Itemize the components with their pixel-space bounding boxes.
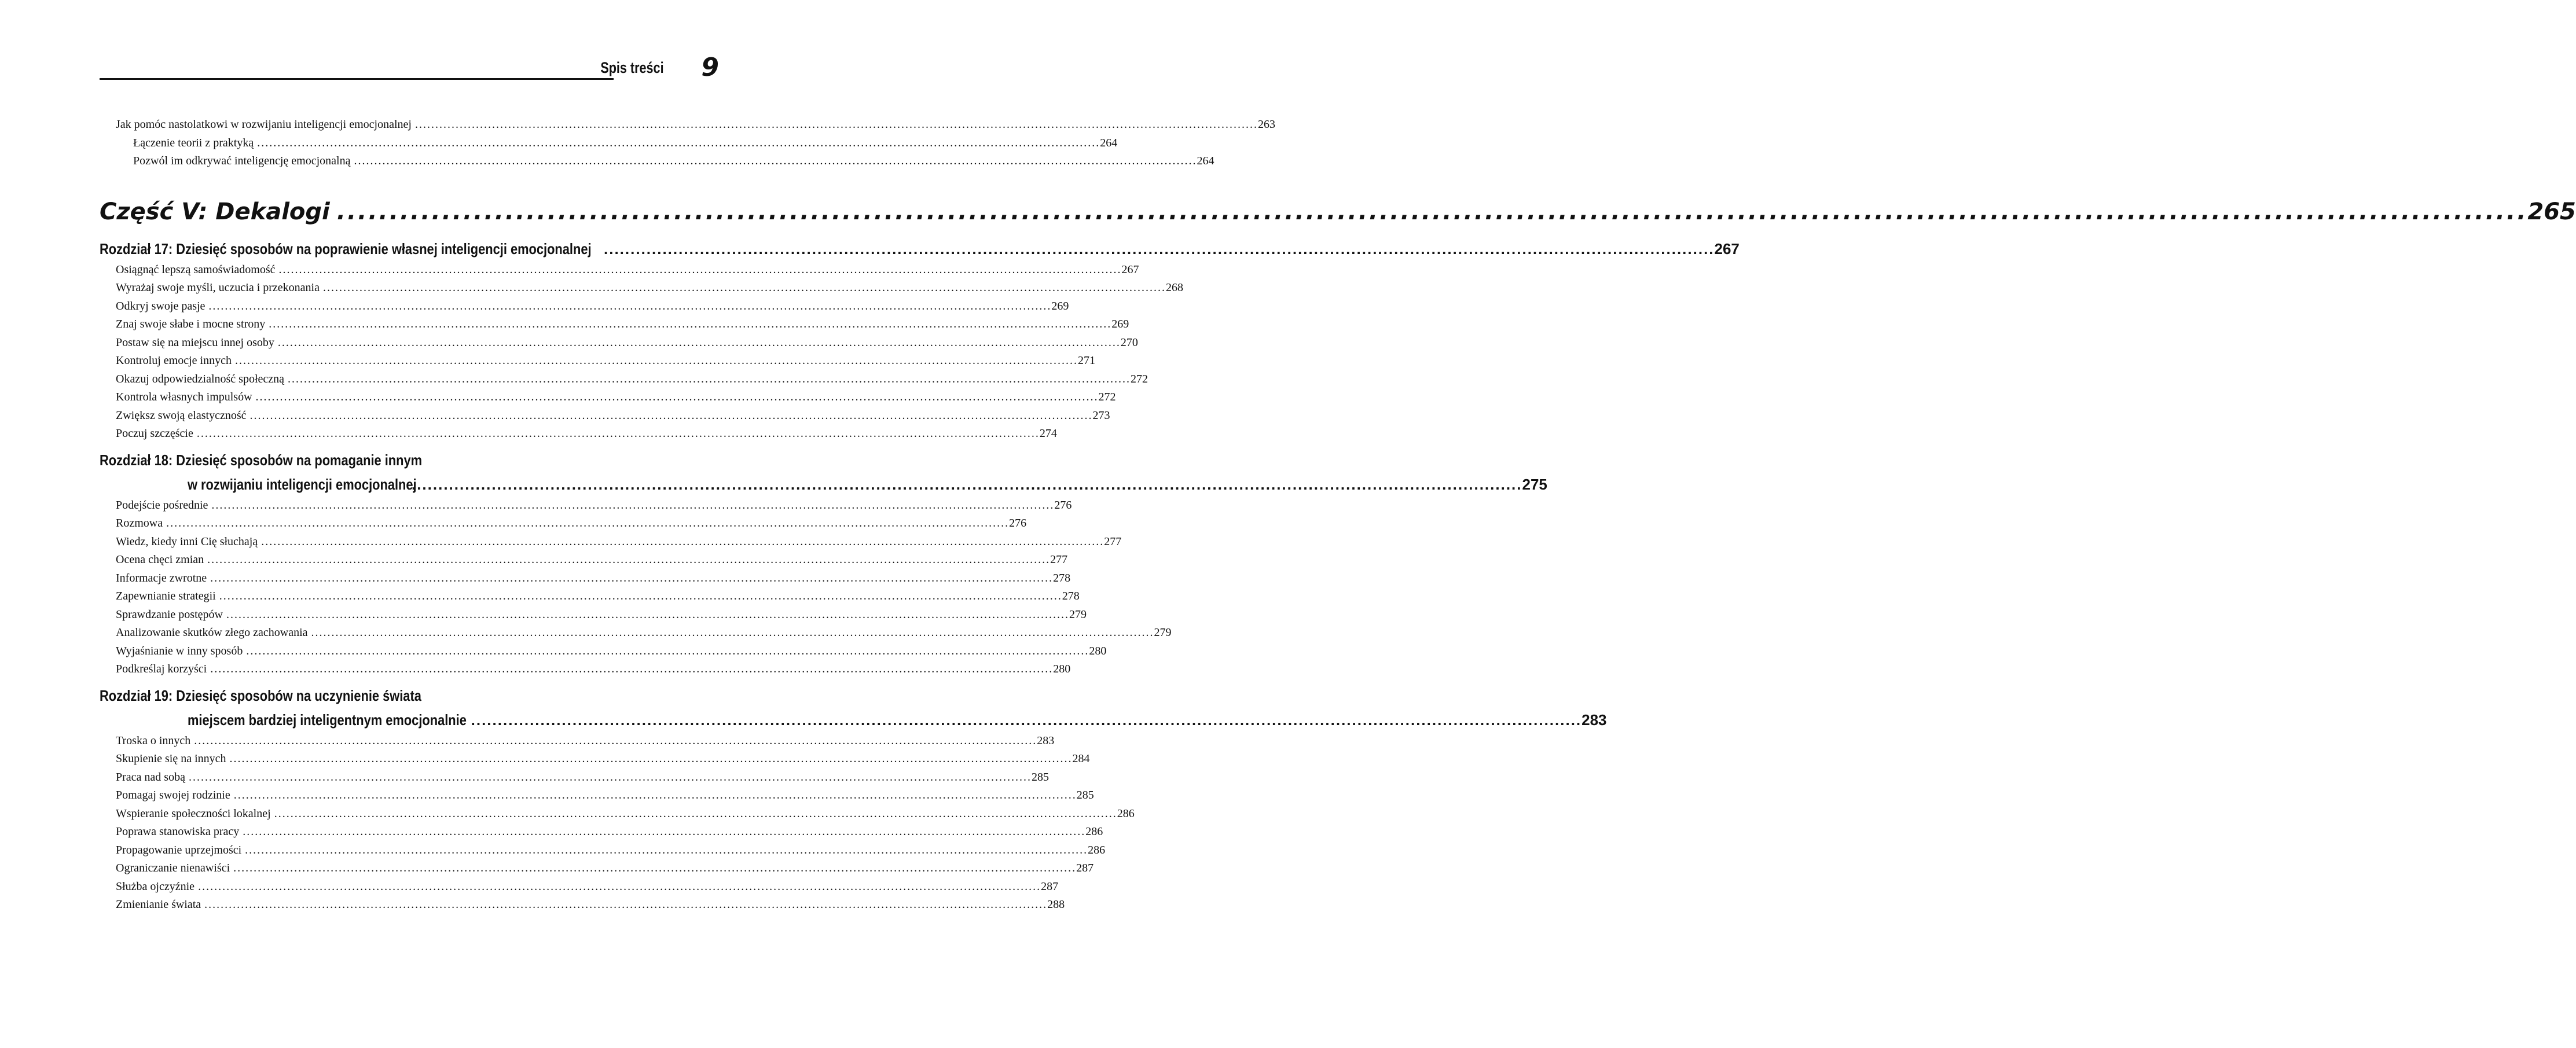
part-title: Część V: Dekalogi (100, 198, 330, 225)
toc-leader: ................................................................................................................................................................................................................ (233, 862, 1077, 874)
toc-leader: ................................................................................................................................................................................................................ (211, 498, 1055, 512)
toc-entry-page: 277 (1104, 535, 1122, 548)
toc-leader: ................................................................................................................................................................................................................ (246, 644, 1089, 657)
chapter-title: Rozdział 19: Dziesięć sposobów na uczynienie świata (100, 686, 421, 704)
toc-entry-page: 269 (1051, 299, 1069, 312)
toc-entry-label: Kontroluj emocje innych (116, 354, 232, 367)
toc-entry-page: 270 (1120, 336, 1138, 349)
running-header (100, 54, 719, 83)
toc-leader: ................................................................................................................................................................................................................ (204, 898, 1048, 911)
table-of-contents (100, 116, 2576, 914)
toc-entry (100, 315, 1129, 334)
toc-entry-page: 285 (1031, 770, 1049, 784)
toc-leader: ................................................................................................................................................................................................................ (354, 155, 1197, 167)
toc-entry-label: Informacje zwrotne (116, 571, 207, 584)
toc-entry-page: 283 (1037, 734, 1055, 747)
toc-entry-page: 271 (1077, 354, 1095, 367)
toc-entry-label: Postaw się na miejscu innej osoby (116, 336, 274, 349)
toc-entry-page: 285 (1076, 789, 1094, 801)
chapter-title-line (100, 237, 1740, 261)
toc-leader: ................................................................................................................................................................................................................ (229, 752, 1073, 765)
toc-entry-page: 263 (1257, 118, 1275, 131)
toc-entry-page: 287 (1076, 862, 1094, 874)
toc-entry (100, 388, 1116, 407)
toc-entry-page: 280 (1089, 644, 1107, 657)
toc-leader: ................................................................................................................................................................................................................ (604, 240, 1715, 258)
toc-leader: ................................................................................................................................................................................................................ (207, 553, 1051, 566)
toc-leader: ................................................................................................................................................................................................................ (210, 663, 1054, 675)
toc-leader: ................................................................................................................................................................................................................ (322, 281, 1166, 294)
toc-entry-label: Zmienianie świata (116, 898, 201, 911)
chapter-title-line (100, 448, 690, 472)
toc-leader: ................................................................................................................................................................................................................ (288, 372, 1131, 385)
toc-entry-label: Poczuj szczęście (116, 427, 193, 440)
chapter-heading (100, 448, 1547, 497)
toc-leader: ................................................................................................................................................................................................................ (255, 391, 1099, 403)
toc-entry (100, 279, 1183, 297)
toc-entry (100, 261, 1139, 280)
toc-entry-page: 272 (1131, 372, 1148, 385)
toc-leader: ................................................................................................................................................................................................................ (219, 590, 1062, 602)
part-page: 265 (2527, 198, 2576, 225)
toc-leader: ................................................................................................................................................................................................................ (261, 535, 1104, 548)
toc-entry-label: Sprawdzanie postępów (116, 608, 223, 621)
toc-leader: ................................................................................................................................................................................................................ (188, 770, 1032, 784)
chapter-title: Rozdział 17: Dziesięć sposobów na poprawienie własnej inteligencji emocjonalnej (100, 240, 592, 258)
toc-leader: ................................................................................................................................................................................................................ (269, 318, 1112, 330)
toc-leader: ................................................................................................................................................................................................................ (245, 843, 1088, 856)
toc-entry-label: Okazuj odpowiedzialność społeczną (116, 372, 285, 385)
toc-entry-label: Skupienie się na innych (116, 752, 226, 765)
toc-entry (100, 823, 1103, 841)
toc-leader: ................................................................................................................................................................................................................ (411, 475, 1522, 493)
toc-entry (100, 841, 1106, 860)
toc-entry (100, 116, 1275, 134)
toc-leader: ................................................................................................................................................................................................................ (243, 825, 1086, 838)
toc-entry-page: 286 (1117, 807, 1135, 820)
toc-entry (100, 497, 1072, 515)
toc-entry-page: 280 (1053, 663, 1071, 675)
toc-entry-label: Pomagaj swojej rodzinie (116, 789, 230, 801)
toc-leader: ................................................................................................................................................................................................................ (208, 299, 1052, 312)
toc-entry-label: Wyrażaj swoje myśli, uczucia i przekonania (116, 281, 320, 294)
toc-entry (100, 768, 1049, 787)
toc-leader: ................................................................................................................................................................................................................ (196, 427, 1040, 440)
toc-entry-label: Wyjaśnianie w inny sposób (116, 644, 243, 657)
toc-entry-page: 287 (1041, 880, 1059, 893)
toc-leader: ................................................................................................................................................................................................................ (226, 608, 1069, 621)
toc-entry-label: Ocena chęci zmian (116, 553, 204, 566)
toc-entry-label: Wiedz, kiedy inni Cię słuchają (116, 535, 258, 548)
toc-entry (100, 642, 1107, 661)
toc-entry-page: 276 (1054, 498, 1072, 512)
toc-entry-label: Odkryj swoje pasje (116, 299, 206, 312)
toc-entry (100, 750, 1090, 768)
toc-entry-page: 279 (1154, 626, 1172, 639)
toc-entry (100, 732, 1055, 751)
toc-entry (100, 606, 1087, 624)
chapter-title-continuation: miejscem bardziej inteligentnym emocjonalnie (188, 711, 467, 729)
toc-leader: ................................................................................................................................................................................................................ (414, 118, 1258, 131)
chapter-title-line (100, 683, 690, 708)
toc-entry (100, 152, 1214, 171)
chapter-heading (100, 237, 1740, 261)
toc-entry-label: Służba ojczyźnie (116, 880, 195, 893)
toc-entry (100, 569, 1071, 588)
toc-entry-page: 272 (1098, 391, 1116, 403)
toc-leader: ................................................................................................................................................................................................................ (198, 880, 1041, 893)
toc-entry (100, 624, 1172, 642)
toc-entry (100, 352, 1095, 370)
toc-entry-page: 274 (1039, 427, 1057, 440)
toc-entry-page: 273 (1092, 409, 1110, 422)
toc-entry (100, 134, 1118, 153)
toc-entry (100, 660, 1071, 679)
toc-entry-label: Podkreślaj korzyści (116, 663, 207, 675)
toc-entry-page: 269 (1111, 318, 1129, 330)
toc-leader: ................................................................................................................................................................................................................ (249, 409, 1093, 422)
part-heading (100, 192, 2576, 232)
toc-entry-page: 264 (1197, 155, 1214, 167)
toc-entry-label: Jak pomóc nastolatkowi w rozwijaniu inteligencji emocjonalnej (116, 118, 412, 131)
toc-entry-label: Propagowanie uprzejmości (116, 843, 242, 856)
toc-entry-page: 268 (1165, 281, 1183, 294)
toc-entry-label: Praca nad sobą (116, 770, 185, 784)
toc-entry-label: Osiągnąć lepszą samoświadomość (116, 263, 276, 276)
toc-entry-label: Kontrola własnych impulsów (116, 391, 252, 403)
toc-leader: ................................................................................................................................................................................................................ (274, 807, 1117, 820)
toc-leader: ................................................................................................................................................................................................................ (257, 136, 1100, 149)
toc-entry-page: 284 (1072, 752, 1090, 765)
toc-entry-label: Rozmowa (116, 517, 163, 529)
toc-entry (100, 786, 1094, 805)
toc-entry-label: Poprawa stanowiska pracy (116, 825, 240, 838)
toc-entry-page: 286 (1085, 825, 1103, 838)
toc-entry-label: Pozwól im odkrywać inteligencję emocjonalną (133, 155, 351, 167)
header-title: Spis treści (600, 59, 664, 76)
toc-entry-page: 267 (1121, 263, 1139, 276)
toc-entry-page: 278 (1062, 590, 1080, 602)
toc-entry-page: 276 (1009, 517, 1027, 529)
toc-entry (100, 551, 1068, 569)
chapter-page: 267 (1714, 240, 1740, 258)
toc-entry-page: 286 (1088, 843, 1106, 856)
toc-leader: ................................................................................................................................................................................................................ (311, 626, 1154, 639)
toc-entry (100, 533, 1122, 551)
chapter-title-line (100, 708, 1607, 732)
chapter-title-continuation: w rozwijaniu inteligencji emocjonalnej (188, 475, 417, 493)
toc-entry-page: 264 (1100, 136, 1118, 149)
toc-entry-label: Analizowanie skutków złego zachowania (116, 626, 308, 639)
chapter-title-line (100, 472, 1547, 497)
chapter-page: 275 (1522, 475, 1547, 493)
toc-entry (100, 805, 1135, 823)
toc-entry (100, 334, 1138, 352)
toc-entry (100, 407, 1110, 425)
toc-leader: ................................................................................................................................................................................................................ (194, 734, 1037, 747)
toc-entry-label: Podejście pośrednie (116, 498, 208, 512)
toc-entry (100, 425, 1057, 443)
toc-entry (100, 896, 1065, 914)
toc-entry-page: 278 (1053, 571, 1071, 584)
toc-entry-page: 277 (1050, 553, 1068, 566)
toc-entry (100, 859, 1094, 878)
toc-entry-page: 279 (1069, 608, 1087, 621)
toc-entry-label: Łączenie teorii z praktyką (133, 136, 254, 149)
chapter-heading (100, 683, 1607, 732)
chapter-title: Rozdział 18: Dziesięć sposobów na pomaganie innym (100, 451, 423, 469)
toc-entry-label: Zapewnianie strategii (116, 590, 216, 602)
toc-entry-label: Znaj swoje słabe i mocne strony (116, 318, 266, 330)
page-number: 9 (701, 53, 719, 82)
toc-entry (100, 514, 1027, 533)
header-rule (100, 78, 614, 80)
toc-leader: ................................................................................................................................................................................................................ (336, 198, 2528, 225)
toc-leader: ................................................................................................................................................................................................................ (233, 789, 1077, 801)
toc-leader: ................................................................................................................................................................................................................ (277, 336, 1121, 349)
toc-entry-label: Troska o innych (116, 734, 191, 747)
toc-entry-page: 288 (1047, 898, 1065, 911)
toc-leader: ................................................................................................................................................................................................................ (210, 571, 1054, 584)
toc-leader: ................................................................................................................................................................................................................ (234, 354, 1078, 367)
chapter-page: 283 (1581, 711, 1607, 729)
toc-entry (100, 587, 1080, 606)
toc-leader: ................................................................................................................................................................................................................ (471, 711, 1582, 729)
toc-leader: ................................................................................................................................................................................................................ (278, 263, 1122, 276)
toc-entry (100, 878, 1059, 896)
toc-leader: ................................................................................................................................................................................................................ (166, 517, 1010, 529)
toc-entry-label: Ograniczanie nienawiści (116, 862, 230, 874)
toc-entry-label: Wspieranie społeczności lokalnej (116, 807, 271, 820)
toc-entry (100, 297, 1069, 316)
toc-entry-label: Zwiększ swoją elastyczność (116, 409, 247, 422)
toc-entry (100, 370, 1148, 389)
